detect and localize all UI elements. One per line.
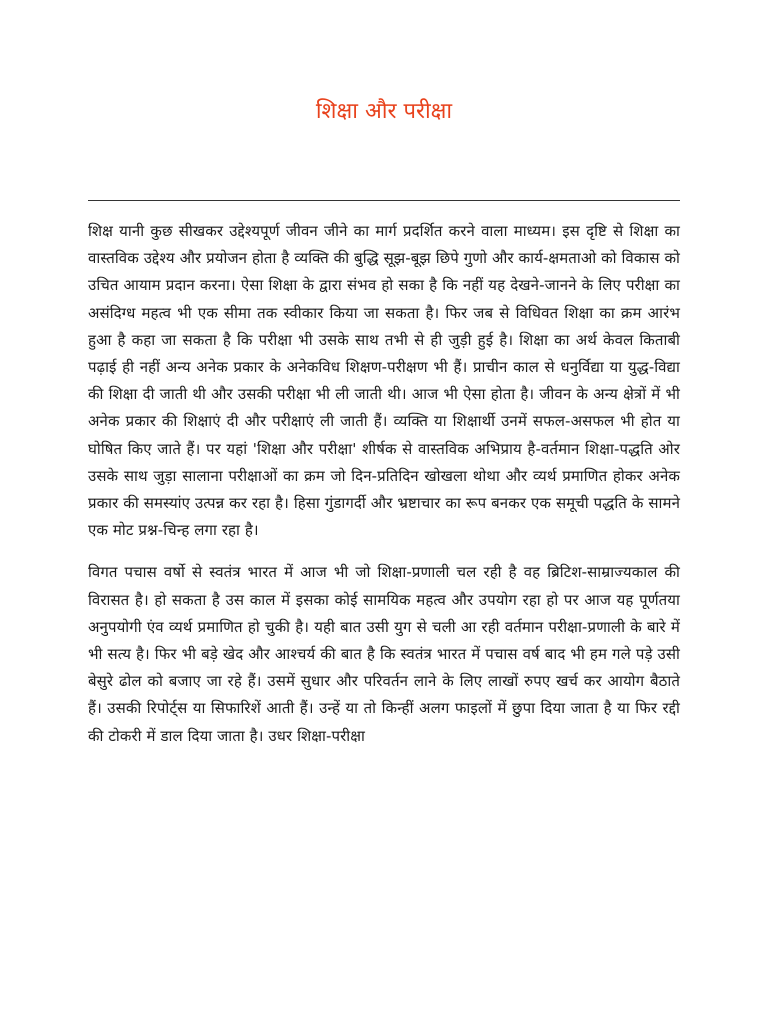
title-divider bbox=[88, 200, 680, 201]
paragraph-2: विगत पचास वर्षो से स्वतंत्र भारत में आज भी जो शिक्षा-प्रणाली चल रही है वह ब्रिटिश-साम्राज्यकाल की विरासत है। हो सकता है उस काल में इसका कोई सामयिक महत्व और उपयोग रहा हो पर आज यह पूर्णतया अनुपयोगी एंव व्यर्थ प्रमाणित हो चुकी है। यही बात उसी युग से चली आ रही वर्तमान परीक्षा-प्रणाली के बारे में भी सत्य है। फिर भी बड़े खेद और आश्चर्य की बात है कि स्वतंत्र भारत में पचास वर्ष बाद भी हम गले पड़े उसी बेसुरे ढोल को बजाए जा रहे हैं। उसमें सुधार और परिवर्तन लाने के लिए लाखों रुपए खर्च कर आयोग बैठाते हैं। उसकी रिपोर्ट्स या सिफारिशें आती हैं। उन्हें या तो किन्हीं अलग फाइलों में छुपा दिया जाता है या फिर रद्दी की टोकरी में डाल दिया जाता है। उधर शिक्षा-परीक्षा bbox=[88, 563, 680, 745]
paragraph-1: शिक्ष यानी कुछ सीखकर उद्देश्यपूर्ण जीवन जीने का मार्ग प्रदर्शित करने वाला माध्यम। इस दृष्टि से शिक्षा का वास्तविक उद्देश्य और प्रयोजन होता है व्यक्ति की बुद्धि सूझ-बूझ छिपे गुणो और कार्य-क्षमताओ को विकास को उचित आयाम प्रदान करना। ऐसा शिक्षा के द्वारा संभव हो सका है कि नहीं यह देखने-जानने के लिए परीक्षा का असंदिग्ध महत्व भी एक सीमा तक स्वीकार किया जा सकता है। फिर जब से विधिवत शिक्षा का क्रम आरंभ हुआ है कहा जा सकता है कि परीक्षा भी उसके साथ तभी से ही जुड़ी हुई है। शिक्षा का अर्थ केवल किताबी पढ़ाई ही नहीं अन्य अनेक प्रकार के अनेकविध शिक्षण-परीक्षण भी हैं। प्राचीन काल से धनुर्विद्या या युद्ध-विद्या की शिक्षा दी जाती थी और उसकी परीक्षा भी ली जाती थी। आज भी ऐसा होता है। जीवन के अन्य क्षेत्रों में भी अनेक प्रकार की शिक्षाएं दी और परीक्षाएं ली जाती हैं। व्यक्ति या शिक्षार्थी उनमें सफल-असफल भी होत या घोषित किए जाते हैं। पर यहां 'शिक्षा और परीक्षा' शीर्षक से वास्तविक अभिप्राय है-वर्तमान शिक्षा-पद्धति ओर उसके साथ जुड़ा सालाना परीक्षाओं का क्रम जो दिन-प्रतिदिन खोखला थोथा और व्यर्थ प्रमाणित होकर अनेक प्रकार की समस्यांए उत्पन्न कर रहा है। हिसा गुंडागर्दी और भ्रष्टाचार का रूप बनकर एक समूची पद्धति के सामने एक मोट प्रश्न-चिन्ह लगा रहा है। bbox=[88, 222, 680, 540]
document-body bbox=[88, 218, 680, 750]
page-title: शिक्षा और परीक्षा bbox=[315, 99, 453, 124]
